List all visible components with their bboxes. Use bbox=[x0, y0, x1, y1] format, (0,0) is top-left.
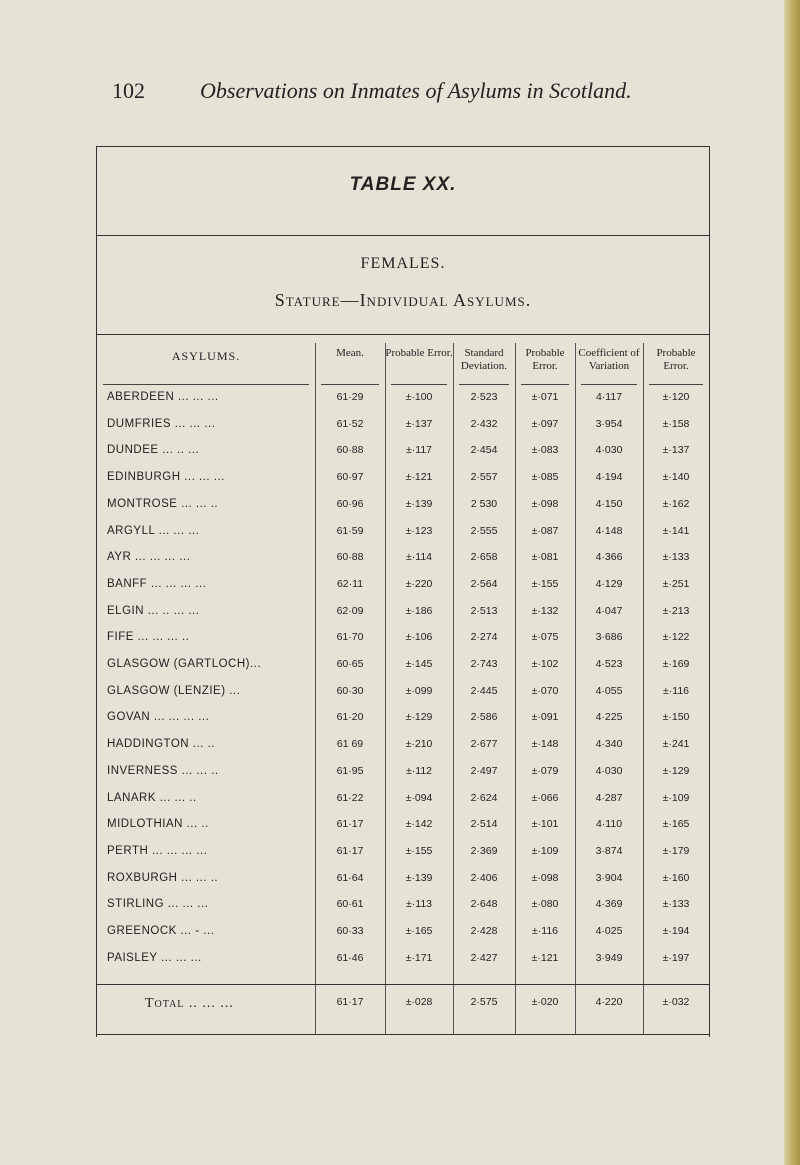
cell-sd: 2·624 bbox=[470, 791, 498, 804]
cell-pe2: ±·109 bbox=[531, 844, 559, 857]
table-title: TABLE XX. bbox=[349, 174, 457, 195]
page-number: 102 bbox=[112, 78, 145, 103]
cell-pe3: ±·120 bbox=[662, 391, 690, 403]
cell-cv: 4·369 bbox=[595, 898, 623, 911]
table-row bbox=[97, 631, 709, 657]
cell-pe1: ±·094 bbox=[405, 791, 433, 804]
table-subtitle: FEMALES. bbox=[360, 255, 446, 272]
asylum-name: ARGYLL ... ... ... bbox=[107, 524, 200, 537]
cell-mean: 61·29 bbox=[336, 391, 364, 403]
cell-sd: 2·586 bbox=[470, 711, 498, 724]
cell-pe1: ±·106 bbox=[405, 631, 433, 644]
cell-pe2: ±·098 bbox=[531, 871, 559, 884]
header-underline bbox=[459, 384, 509, 385]
asylum-name: ELGIN ... .. ... ... bbox=[107, 604, 200, 617]
table-caption: Stature—Individual Asylums. bbox=[274, 290, 532, 310]
cell-mean: 61·59 bbox=[336, 524, 364, 537]
asylum-name: GREENOCK ... - ... bbox=[107, 925, 215, 937]
cell-pe3: ±·162 bbox=[662, 497, 690, 510]
cell-pe3: ±·133 bbox=[662, 898, 690, 911]
asylum-name: PAISLEY ... ... ... bbox=[107, 951, 202, 964]
cell-sd: 2·497 bbox=[470, 764, 498, 777]
column-header-3: Standard Deviation. bbox=[460, 347, 508, 372]
asylum-name: GLASGOW (LENZIE) ... bbox=[107, 684, 241, 697]
cell-pe1: ±·114 bbox=[406, 551, 432, 564]
table-row bbox=[97, 685, 709, 711]
cell-pe2: ±·071 bbox=[531, 391, 559, 403]
cell-mean: 60·33 bbox=[336, 925, 364, 937]
asylum-name: Total .. ... ... bbox=[145, 996, 234, 1012]
cell-mean: 61·20 bbox=[336, 711, 364, 724]
cell-sd: 2·513 bbox=[470, 604, 498, 617]
cell-pe2: ±·116 bbox=[532, 925, 558, 937]
asylum-name: DUMFRIES ... ... ... bbox=[107, 417, 216, 430]
cell-pe2: ±·070 bbox=[531, 684, 559, 697]
cell-mean: 60·30 bbox=[336, 684, 364, 697]
asylum-name: LANARK ... ... .. bbox=[107, 791, 197, 804]
cell-pe3: ±·109 bbox=[662, 791, 690, 804]
cell-pe1: ±·186 bbox=[405, 604, 433, 617]
header-underline bbox=[103, 384, 309, 385]
cell-pe1: ±·165 bbox=[405, 925, 433, 937]
cell-cv: 3·954 bbox=[595, 417, 623, 430]
cell-pe2: ±·085 bbox=[531, 471, 559, 484]
asylum-name: INVERNESS ... ... .. bbox=[107, 764, 219, 777]
cell-cv: 4·523 bbox=[595, 658, 623, 670]
asylum-name: FIFE ... ... ... .. bbox=[107, 631, 190, 644]
cell-pe2: ±·102 bbox=[531, 658, 559, 670]
cell-sd: 2·555 bbox=[470, 524, 498, 537]
header-underline bbox=[321, 384, 379, 385]
cell-pe3: ±·032 bbox=[662, 996, 690, 1009]
cell-pe1: ±·139 bbox=[405, 497, 433, 510]
cell-pe1: ±·137 bbox=[405, 417, 433, 430]
table-row bbox=[97, 498, 709, 524]
cell-mean: 60·65 bbox=[336, 658, 364, 670]
cell-pe3: ±·133 bbox=[662, 551, 690, 564]
table-row bbox=[97, 792, 709, 818]
cell-mean: 60·88 bbox=[336, 551, 364, 564]
cell-pe2: ±·098 bbox=[531, 497, 559, 510]
asylum-name: GOVAN ... ... ... ... bbox=[107, 711, 210, 724]
cell-sd: 2·406 bbox=[470, 871, 498, 884]
cell-pe2: ±·020 bbox=[531, 996, 559, 1009]
cell-pe2: ±·101 bbox=[531, 818, 559, 831]
asylum-name: BANFF ... ... ... ... bbox=[107, 577, 207, 590]
cell-sd: 2·454 bbox=[470, 444, 498, 457]
column-header-0: ASYLUMS. bbox=[171, 349, 241, 363]
table-row bbox=[97, 845, 709, 871]
column-header-1: Mean. bbox=[336, 347, 364, 359]
column-header-4: Probable Error. bbox=[525, 347, 565, 372]
cell-mean: 61·64 bbox=[336, 871, 364, 884]
total-rule bbox=[97, 984, 709, 985]
cell-pe1: ±·100 bbox=[405, 391, 433, 403]
cell-sd: 2·427 bbox=[470, 951, 498, 964]
cell-pe1: ±·142 bbox=[405, 818, 433, 831]
cell-cv: 4·025 bbox=[595, 925, 623, 937]
cell-pe2: ±·132 bbox=[531, 604, 559, 617]
cell-pe1: ±·171 bbox=[405, 951, 433, 964]
column-header-5: Coefficient of Variation bbox=[578, 347, 640, 372]
table-row bbox=[97, 898, 709, 924]
table-row bbox=[97, 418, 709, 444]
cell-pe3: ±·141 bbox=[662, 524, 690, 537]
cell-pe1: ±·028 bbox=[405, 996, 433, 1009]
cell-pe3: ±·158 bbox=[662, 417, 690, 430]
cell-sd: 2·564 bbox=[470, 577, 498, 590]
cell-mean: 60·97 bbox=[336, 471, 364, 484]
cell-sd: 2·514 bbox=[470, 818, 498, 831]
column-header-2: Probable Error. bbox=[385, 347, 453, 359]
cell-mean: 60·61 bbox=[336, 898, 364, 911]
cell-mean: 61·17 bbox=[336, 996, 364, 1009]
cell-mean: 61·17 bbox=[336, 844, 364, 857]
table-row bbox=[97, 952, 709, 978]
cell-pe1: ±·113 bbox=[406, 898, 432, 911]
cell-mean: 61·95 bbox=[336, 764, 364, 777]
running-title: Observations on Inmates of Asylums in Scotland. bbox=[200, 78, 632, 103]
bottom-rule bbox=[97, 1034, 709, 1035]
cell-cv: 3·904 bbox=[595, 871, 623, 884]
cell-mean: 61·17 bbox=[336, 818, 364, 831]
cell-cv: 4·150 bbox=[595, 497, 623, 510]
asylum-name: MONTROSE ... ... .. bbox=[107, 497, 219, 510]
cell-cv: 4·340 bbox=[595, 738, 623, 751]
asylum-name: DUNDEE ... .. ... bbox=[107, 444, 200, 457]
header-underline bbox=[521, 384, 569, 385]
cell-pe3: ±·150 bbox=[662, 711, 690, 724]
table-row bbox=[97, 765, 709, 791]
cell-mean: 61·52 bbox=[336, 417, 364, 430]
table-row bbox=[97, 471, 709, 497]
table-row bbox=[97, 658, 709, 684]
page-edge bbox=[784, 0, 800, 1165]
cell-pe1: ±·099 bbox=[405, 684, 433, 697]
cell-cv: 4·225 bbox=[595, 711, 623, 724]
cell-sd: 2·648 bbox=[470, 898, 498, 911]
table-row bbox=[97, 578, 709, 604]
cell-cv: 4·047 bbox=[595, 604, 623, 617]
cell-pe3: ±·241 bbox=[662, 738, 690, 751]
cell-sd: 2·677 bbox=[470, 738, 498, 751]
cell-mean: 60·96 bbox=[336, 497, 364, 510]
cell-pe3: ±·213 bbox=[662, 604, 690, 617]
cell-pe2: ±·080 bbox=[531, 898, 559, 911]
cell-sd: 2·428 bbox=[470, 925, 498, 937]
cell-mean: 61·70 bbox=[336, 631, 364, 644]
column-header-6: Probable Error. bbox=[656, 347, 696, 372]
asylum-name: EDINBURGH ... ... ... bbox=[107, 471, 225, 484]
title-rule bbox=[97, 235, 709, 236]
cell-mean: 61 69 bbox=[336, 738, 364, 751]
cell-pe1: ±·121 bbox=[405, 471, 433, 484]
cell-cv: 4·030 bbox=[595, 444, 623, 457]
asylum-name: HADDINGTON ... .. bbox=[107, 738, 215, 751]
cell-mean: 61·46 bbox=[336, 951, 364, 964]
header-underline bbox=[649, 384, 703, 385]
cell-cv: 4·129 bbox=[595, 577, 623, 590]
cell-pe2: ±·091 bbox=[531, 711, 559, 724]
cell-sd: 2·575 bbox=[470, 996, 498, 1009]
cell-pe1: ±·210 bbox=[405, 738, 433, 751]
cell-mean: 62·11 bbox=[336, 577, 364, 590]
cell-pe1: ±·155 bbox=[405, 844, 433, 857]
cell-pe1: ±·145 bbox=[405, 658, 433, 670]
cell-sd: 2·523 bbox=[470, 391, 498, 403]
total-row bbox=[97, 996, 709, 1022]
table-container bbox=[96, 146, 710, 1037]
cell-pe3: ±·169 bbox=[662, 658, 690, 670]
cell-sd: 2·743 bbox=[470, 658, 498, 670]
cell-cv: 4·366 bbox=[595, 551, 623, 564]
cell-pe2: ±·121 bbox=[531, 951, 559, 964]
cell-pe2: ±·087 bbox=[531, 524, 559, 537]
table-row bbox=[97, 818, 709, 844]
cell-sd: 2·557 bbox=[470, 471, 498, 484]
asylum-name: ROXBURGH ... ... .. bbox=[107, 871, 219, 884]
table-row bbox=[97, 551, 709, 577]
cell-cv: 4·287 bbox=[595, 791, 623, 804]
cell-cv: 4·117 bbox=[595, 391, 623, 403]
cell-mean: 61·22 bbox=[336, 791, 364, 804]
cell-pe2: ±·079 bbox=[531, 764, 559, 777]
cell-pe2: ±·155 bbox=[531, 577, 559, 590]
cell-pe2: ±·083 bbox=[531, 444, 559, 457]
cell-pe3: ±·165 bbox=[662, 818, 690, 831]
table-row bbox=[97, 391, 709, 417]
table-row bbox=[97, 444, 709, 470]
cell-pe2: ±·097 bbox=[531, 417, 559, 430]
cell-pe3: ±·140 bbox=[662, 471, 690, 484]
cell-cv: 3·874 bbox=[595, 844, 623, 857]
table-row bbox=[97, 525, 709, 551]
cell-cv: 3·949 bbox=[595, 951, 623, 964]
cell-pe1: ±·220 bbox=[405, 577, 433, 590]
cell-pe3: ±·129 bbox=[662, 764, 690, 777]
cell-mean: 60·88 bbox=[336, 444, 364, 457]
cell-pe2: ±·075 bbox=[531, 631, 559, 644]
table-row bbox=[97, 605, 709, 631]
cell-pe1: ±·117 bbox=[406, 444, 432, 457]
cell-cv: 4·220 bbox=[595, 996, 623, 1009]
asylum-name: ABERDEEN ... ... ... bbox=[107, 391, 219, 403]
cell-sd: 2·274 bbox=[470, 631, 498, 644]
cell-cv: 3·686 bbox=[595, 631, 623, 644]
asylum-name: GLASGOW (GARTLOCH)... bbox=[107, 658, 262, 670]
cell-cv: 4·110 bbox=[595, 818, 623, 831]
header-underline bbox=[391, 384, 447, 385]
asylum-name: PERTH ... ... ... ... bbox=[107, 844, 208, 857]
header-underline bbox=[581, 384, 637, 385]
cell-pe3: ±·160 bbox=[662, 871, 690, 884]
cell-sd: 2·369 bbox=[470, 844, 498, 857]
cell-pe3: ±·251 bbox=[662, 577, 690, 590]
cell-cv: 4·148 bbox=[595, 524, 623, 537]
asylum-name: MIDLOTHIAN ... .. bbox=[107, 818, 209, 831]
caption-rule bbox=[97, 334, 709, 335]
cell-cv: 4·030 bbox=[595, 764, 623, 777]
cell-pe1: ±·123 bbox=[405, 524, 433, 537]
cell-pe2: ±·081 bbox=[531, 551, 559, 564]
cell-pe3: ±·194 bbox=[662, 925, 690, 937]
cell-mean: 62·09 bbox=[336, 604, 364, 617]
cell-cv: 4·194 bbox=[595, 471, 623, 484]
cell-pe2: ±·066 bbox=[531, 791, 559, 804]
cell-pe1: ±·129 bbox=[405, 711, 433, 724]
table-row bbox=[97, 738, 709, 764]
asylum-name: STIRLING ... ... ... bbox=[107, 898, 209, 911]
cell-pe3: ±·137 bbox=[662, 444, 690, 457]
cell-pe3: ±·197 bbox=[662, 951, 690, 964]
cell-pe1: ±·139 bbox=[405, 871, 433, 884]
cell-pe2: ±·148 bbox=[531, 738, 559, 751]
cell-pe3: ±·179 bbox=[662, 844, 690, 857]
table-row bbox=[97, 925, 709, 951]
cell-sd: 2·445 bbox=[470, 684, 498, 697]
cell-cv: 4·055 bbox=[595, 684, 623, 697]
cell-pe3: ±·116 bbox=[663, 684, 689, 697]
cell-pe1: ±·112 bbox=[406, 764, 432, 777]
asylum-name: AYR ... ... ... ... bbox=[107, 551, 191, 564]
table-row bbox=[97, 711, 709, 737]
cell-pe3: ±·122 bbox=[662, 631, 690, 644]
cell-sd: 2·658 bbox=[470, 551, 498, 564]
table-row bbox=[97, 872, 709, 898]
cell-sd: 2·432 bbox=[470, 417, 498, 430]
cell-sd: 2 530 bbox=[470, 497, 498, 510]
